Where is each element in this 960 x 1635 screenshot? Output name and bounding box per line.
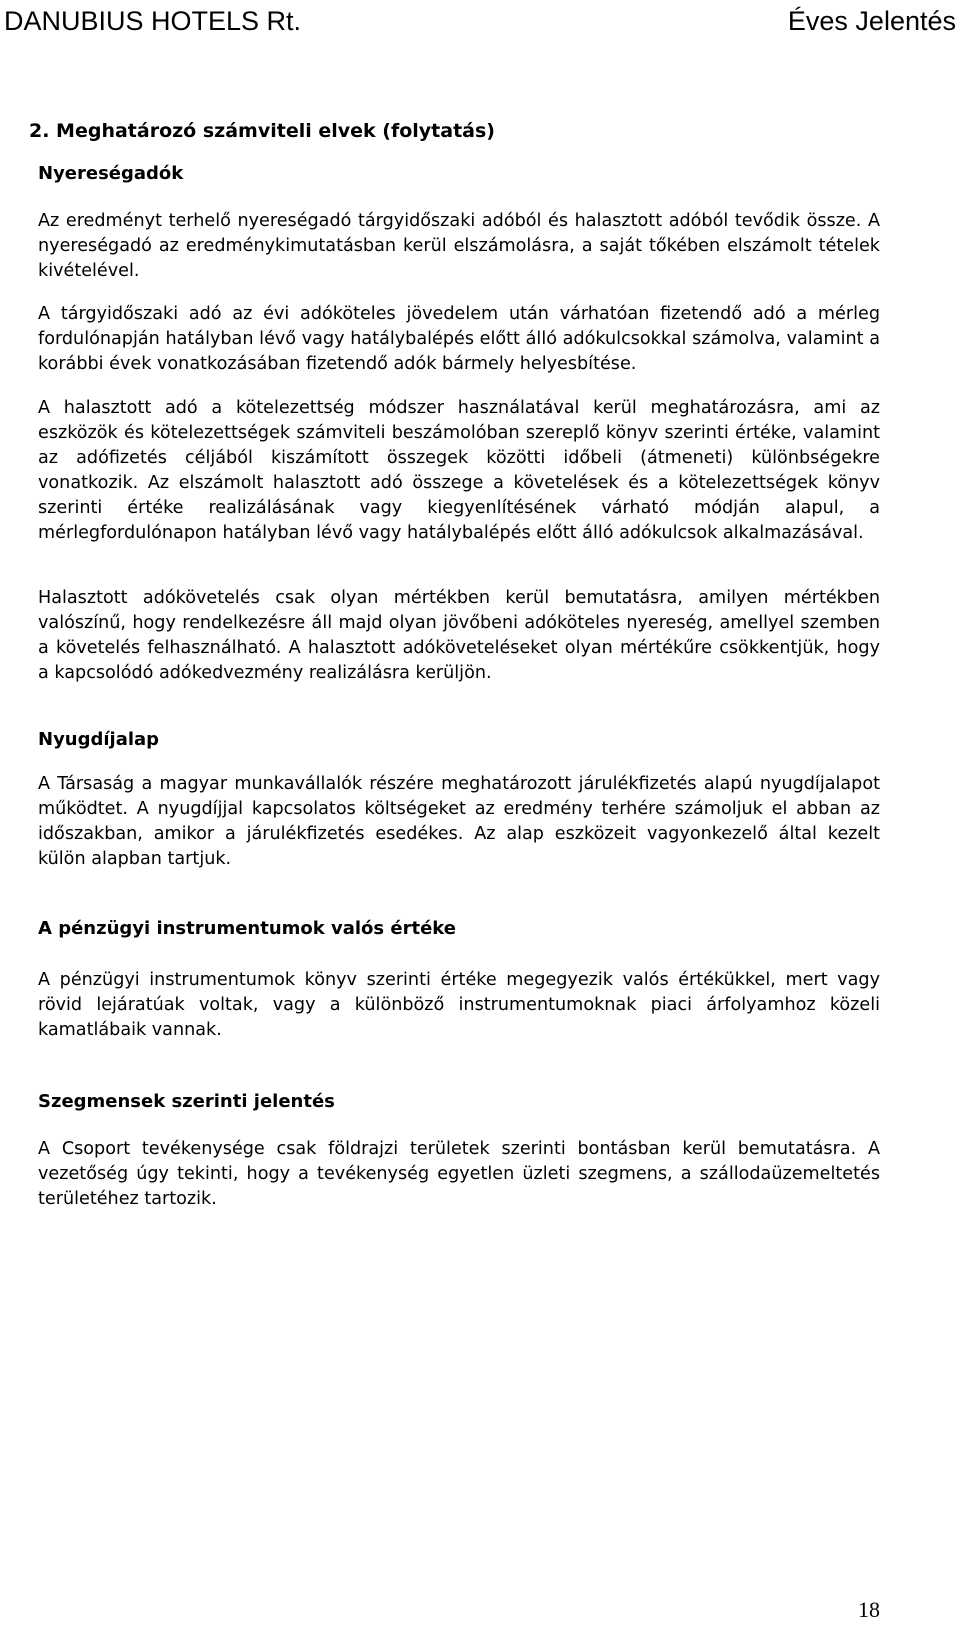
paragraph-segments: A Csoport tevékenysége csak földrajzi területek szerinti bontásban kerül bemutatásra. A vezetőség úgy tekinti, hogy a tevékenység egyetlen üzleti szegmens, a szállodaüzemeltetés területéhez tartozik. [38, 1139, 880, 1209]
report-title: Éves Jelentés [787, 6, 956, 36]
page-number: 18 [858, 1597, 880, 1622]
paragraph-income-tax-1: Az eredményt terhelő nyereségadó tárgyidőszaki adóból és halasztott adóból tevődik össze. A nyereségadó az eredménykimutatásban kerül elszámolásra, a saját tőkében elszámolt tételek kivételével. [38, 211, 880, 281]
heading-fair-value: A pénzügyi instrumentumok valós értéke [38, 918, 456, 939]
section-title: 2. Meghatározó számviteli elvek (folytatás) [29, 120, 495, 142]
heading-income-tax: Nyereségadók [38, 163, 184, 184]
paragraph-income-tax-3: A halasztott adó a kötelezettség módszer használatával kerül meghatározásra, ami az eszközök és kötelezettségek számviteli beszámolóban szereplő könyv szerinti értéke, valamint az adófizetés céljából kiszámított összegek közötti időbeli (átmeneti) különbségekre vonatkozik. Az elszámolt halasztott adó összege a követelések és a kötelezettségek könyv szerinti értéke realizálásának vagy kiegyenlítésének várható módján alapul, a mérlegfordulónapon hatályban lévő vagy hatálybalépés előtt álló adókulcsok alkalmazásával. [38, 398, 880, 543]
paragraph-pension: A Társaság a magyar munkavállalók részére meghatározott járulékfizetés alapú nyugdíjalapot működtet. A nyugdíjjal kapcsolatos költségeket az eredmény terhére számoljuk el abban az időszakban, amikor a járulékfizetés esedékes. Az alap eszközeit vagyonkezelő által kezelt külön alapban tartjuk. [38, 774, 880, 869]
paragraph-fair-value: A pénzügyi instrumentumok könyv szerinti értéke megegyezik valós értékükkel, mert vagy rövid lejáratúak voltak, vagy a különböző instrumentumoknak piaci árfolyamhoz közeli kamatlábaik vannak. [38, 970, 880, 1040]
heading-pension: Nyugdíjalap [38, 729, 160, 750]
paragraph-income-tax-4: Halasztott adókövetelés csak olyan mértékben kerül bemutatásra, amilyen mértékben valószínű, hogy rendelkezésre áll majd olyan jövőbeni adóköteles nyereség, amellyel szemben a követelés felhasználható. A halasztott adóköveteléseket olyan mértékűre csökkentjük, hogy a kapcsolódó adókedvezmény realizálásra kerüljön. [38, 588, 880, 683]
page-header [0, 2, 960, 42]
company-name: DANUBIUS HOTELS Rt. [4, 6, 302, 36]
heading-segments: Szegmensek szerinti jelentés [38, 1091, 335, 1112]
paragraph-income-tax-2: A tárgyidőszaki adó az évi adóköteles jövedelem után várhatóan fizetendő adó a mérleg fordulónapján hatályban lévő vagy hatálybalépés előtt álló adókulcsokkal számolva, valamint a korábbi évek vonatkozásában fizetendő adók bármely helyesbítése. [38, 304, 880, 374]
